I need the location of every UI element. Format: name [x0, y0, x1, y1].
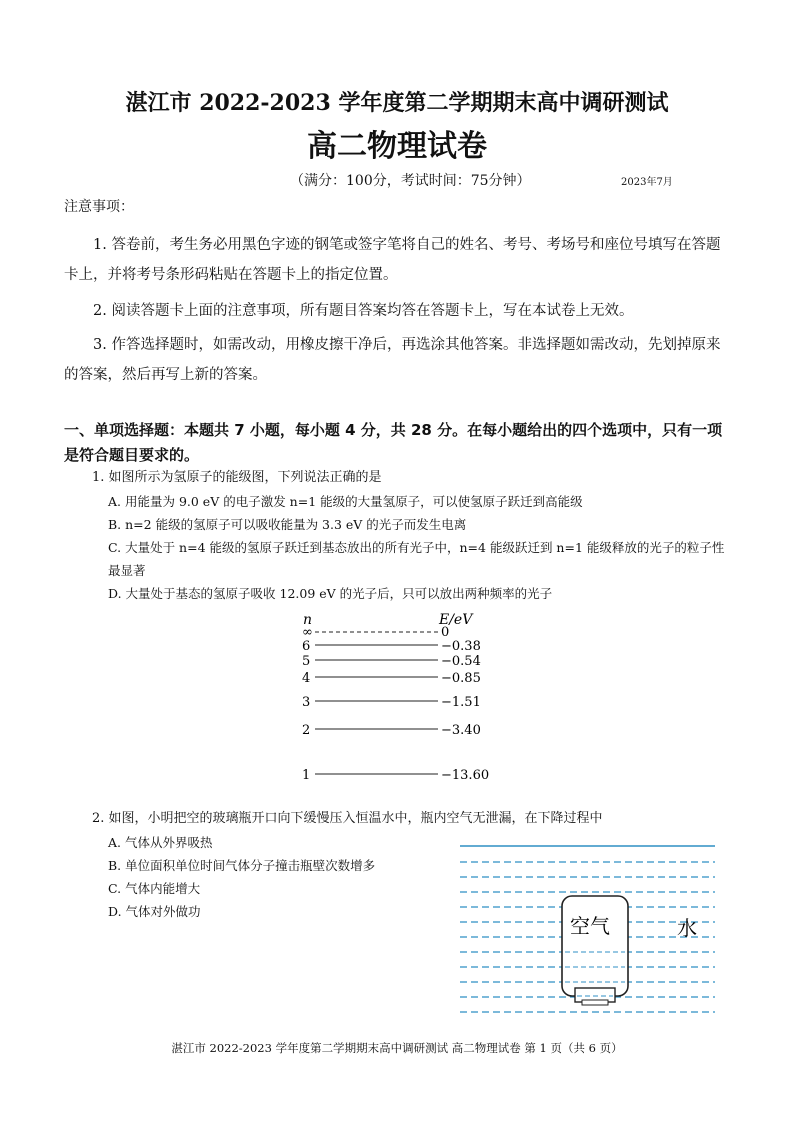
- level-n: 3: [302, 695, 311, 710]
- q2-option-b: B. 单位面积单位时间气体分子撞击瓶壁次数增多: [108, 858, 376, 873]
- level-n: ∞: [302, 625, 313, 640]
- water-label: 水: [677, 916, 697, 940]
- q1-option-d: D. 大量处于基态的氢原子吸收 12.09 eV 的光子后，只可以放出两种频率的光子: [108, 586, 553, 601]
- q2-option-d: D. 气体对外做功: [108, 904, 201, 919]
- note-item: 2. 阅读答题卡上面的注意事项，所有题目答案均答在答题卡上，写在本试卷上无效。: [93, 303, 634, 319]
- notes-heading: 注意事项：: [64, 199, 134, 215]
- bottle-in-water-figure: [455, 838, 725, 1028]
- level-e: −1.51: [441, 695, 481, 710]
- level-e: −0.85: [441, 671, 481, 686]
- level-n: 6: [302, 639, 311, 654]
- level-n: 4: [302, 671, 311, 686]
- section-heading: 一、单项选择题：本题共 7 小题，每小题 4 分，共 28 分。在每小题给出的四个选项中，只有一项是符合题目要求的。: [64, 421, 723, 464]
- exam-date: 2023年7月: [621, 177, 673, 188]
- exam-info: （满分：100分，考试时间：75分钟）: [290, 173, 531, 189]
- note-item: 3. 作答选择题时，如需改动，用橡皮擦干净后，再选涂其他答案。非选择题如需改动，先划掉原来的答案，然后再写上新的答案。: [64, 337, 721, 383]
- q1-option-c: C. 大量处于 n=4 能级的氢原子跃迁到基态放出的所有光子中，n=4 能级跃迁到 n=1 能级释放的光子的粒子性最显著: [108, 540, 725, 578]
- question-2-stem: 2. 如图，小明把空的玻璃瓶开口向下缓慢压入恒温水中，瓶内空气无泄漏，在下降过程中: [92, 811, 603, 826]
- glass-bottle: [562, 896, 628, 1005]
- e-axis-label: E/eV: [439, 612, 473, 628]
- note-item: 1. 答卷前，考生务必用黑色字迹的钢笔或签字笔将自己的姓名、考号、考场号和座位号填写在答题卡上，并将考号条形码粘贴在答题卡上的指定位置。: [64, 237, 721, 283]
- level-e: −3.40: [441, 723, 481, 738]
- level-n: 1: [302, 768, 311, 783]
- level-e: 0: [441, 625, 450, 640]
- exam-title: 湛江市 2022-2023 学年度第二学期期末高中调研测试: [125, 90, 669, 116]
- level-e: −13.60: [441, 768, 490, 783]
- n-axis-label: n: [303, 612, 313, 628]
- level-e: −0.38: [441, 639, 481, 654]
- level-n: 5: [302, 654, 311, 669]
- energy-level-diagram: [295, 608, 515, 788]
- q2-option-c: C. 气体内能增大: [108, 881, 201, 896]
- question-1-stem: 1. 如图所示为氢原子的能级图，下列说法正确的是: [92, 470, 382, 485]
- level-e: −0.54: [441, 654, 481, 669]
- level-n: 2: [302, 723, 311, 738]
- q2-option-a: A. 气体从外界吸热: [108, 835, 213, 850]
- q1-option-b: B. n=2 能级的氢原子可以吸收能量为 3.3 eV 的光子而发生电离: [108, 517, 467, 532]
- page-footer: 湛江市 2022-2023 学年度第二学期期末高中调研测试 高二物理试卷 第 1 页（共 6 页）: [171, 1041, 623, 1055]
- exam-subtitle: 高二物理试卷: [307, 129, 487, 164]
- q1-option-a: A. 用能量为 9.0 eV 的电子激发 n=1 能级的大量氢原子，可以使氢原子跃迁到高能级: [108, 494, 583, 509]
- air-label: 空气: [570, 914, 610, 938]
